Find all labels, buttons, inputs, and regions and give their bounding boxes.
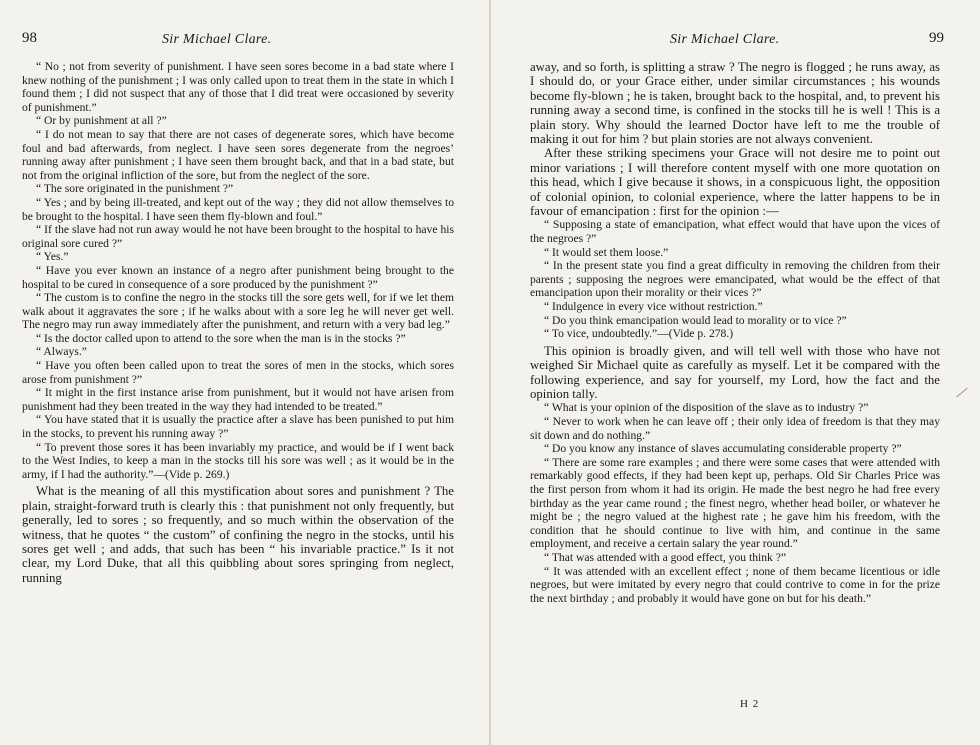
paragraph: away, and so forth, is splitting a straw ? The negro is flogged ; he runs away, as I should do, or your Grace either, under similar circumstances ; his wounds become fly-blown ; he is taken, brought back to the hospital, and, to prevent his running away a second time, is confined in the stocks till he is well ! This is a plain story. Why should the learned Doctor have left to me the trouble of making it out for him ? but plain stories are not always convenient. (530, 60, 940, 147)
paragraph: “ No ; not from severity of punishment. I have seen sores become in a bad state where I knew nothing of the punishment ; I was only called upon to treat them in the state in which I found them ; I did not suspect that any of those that I did treat were occasioned by severity of punishment.” (22, 60, 454, 114)
paragraph: “ To prevent those sores it has been invariably my practice, and would be if I went back to the West Indies, to keep a man in the stocks till his sore was well ; as it would be in the army, if I had the authority.”—(Vide p. 269.) (22, 440, 454, 481)
paragraph: “ Always.” (36, 345, 87, 359)
right-page-header (530, 30, 944, 52)
paragraph: “ If the slave had not run away would he not have been brought to the hospital to have his original sore cured ?” (22, 223, 454, 250)
paragraph: After these striking specimens your Grace will not desire me to point out minor variations ; I will therefore content myself with one more quotation on this head, which I give because it shows, in a conspicuous light, the opposition of colonial opinion, to colonial experience, where the latter happens to be in favour of emancipation : first for the opinion :— (530, 146, 940, 219)
paragraph: “ I do not mean to say that there are not cases of degenerate sores, which have become foul and bad afterwards, from neglect. I have seen sores degenerate from the negroes’ running away after punishment ; I have seen them brought back, and that in a bad state, but not from the original infliction of the sore, but from the neglect of the sore. (22, 127, 454, 182)
paragraph: “ Yes ; and by being ill-treated, and kept out of the way ; they did not allow themselves to be brought to the hospital. I have seen them fly-blown and foul.” (22, 195, 454, 223)
paragraph: “ Have you often been called upon to treat the sores of men in the stocks, which sores arose from punishment ?” (22, 359, 454, 386)
paragraph: “ Have you ever known an instance of a negro after punishment being brought to the hospital to be cured in consequence of a sore produced by the punishment ?” (22, 263, 454, 291)
paragraph: “ The sore originated in the punishment ?” (36, 182, 234, 196)
paragraph: “ Do you know any instance of slaves accumulating considerable property ?” (544, 442, 902, 456)
right-running-title: Sir Michael Clare. (670, 32, 780, 47)
paragraph: “ Yes.” (36, 250, 69, 264)
left-page (22, 30, 454, 585)
paragraph: What is the meaning of all this mystification about sores and punishment ? The plain, straight-forward truth is clearly this : that punishment not only frequently, but generally, led to sores ; so frequently, and so much within the observation of the witness, that he quotes “ the custom” of confining the negro in the stocks, until his sores get well ; and adds, that such has been “ his invariable practice.” Is it not clear, my Lord Duke, that all this quibbling about sores springing from neglect, running (22, 484, 454, 585)
paragraph: “ Indulgence in every vice without restriction.” (544, 300, 763, 314)
right-page (530, 30, 944, 710)
left-page-body (22, 60, 454, 585)
book-gutter (489, 0, 491, 745)
paragraph: “ Supposing a state of emancipation, what effect would that have upon the vices of the negroes ?” (530, 218, 940, 246)
paragraph: This opinion is broadly given, and will tell well with those who have not weighed Sir Michael quite as carefully as myself. Let it be compared with the following experience, and say for yourself, my Lord, how the fact and the opinion tally. (530, 343, 940, 402)
paragraph: “ Do you think emancipation would lead to morality or to vice ?” (544, 313, 847, 327)
paragraph: “ You have stated that it is usually the practice after a slave has been punished to put him in the stocks, to prevent his running away ?” (22, 413, 454, 441)
paragraph: “ It would set them loose.” (544, 245, 669, 259)
paragraph: “ It might in the first instance arise from punishment, but it would not have arisen from punishment had they been treated in the way they had intended to be treated.” (22, 386, 454, 413)
right-page-body (530, 60, 940, 605)
right-page-number: 99 (929, 30, 944, 46)
left-running-title: Sir Michael Clare. (162, 32, 272, 47)
left-page-header (22, 30, 454, 52)
page-blemish (956, 388, 967, 398)
paragraph: “ Or by punishment at all ?” (36, 114, 167, 128)
paragraph: “ Is the doctor called upon to attend to the sore when the man is in the stocks ?” (36, 331, 406, 345)
paragraph: “ There are some rare examples ; and there were some cases that were attended with remarkably good effects, if they had been kept up, perhaps. Old Sir Charles Price was the first person from whom it had its origin. He made the best negro he had free every birthday as the year came round ; the finest negro, whether head boiler, or whatever he might be ; the negro valued at the highest rate ; he gave him his freedom, with the condition that he should continue to live with him, and continue in the same employment, and receive a certain salary the year round.” (530, 455, 940, 551)
paragraph: “ To vice, undoubtedly.”—(Vide p. 278.) (544, 327, 734, 341)
paragraph: “ In the present state you find a great difficulty in removing the children from their parents ; supposing the negroes were emancipated, what would be the effect of that emancipation upon their morality or their vices ?” (530, 259, 940, 300)
left-page-number: 98 (22, 30, 37, 46)
paragraph: “ It was attended with an excellent effect ; none of them became licentious or idle negroes, but were imitated by every negro that could contrive to come in for the prize the next birthday ; and probably it would have gone on but for his death.” (530, 564, 940, 605)
paragraph: “ What is your opinion of the disposition of the slave as to industry ?” (544, 401, 869, 415)
paragraph: “ The custom is to confine the negro in the stocks till the sore gets well, for if we let them walk about it aggravates the sore ; if he walks about with a sore leg he will never get well. The negro may run away immediately after the punishment, and return with a very bad leg.” (22, 291, 454, 332)
paragraph: “ Never to work when he can leave off ; their only idea of freedom is that they may sit down and do nothing.” (530, 415, 940, 442)
signature-mark: H 2 (740, 698, 760, 710)
paragraph: “ That was attended with a good effect, you think ?” (544, 550, 786, 564)
